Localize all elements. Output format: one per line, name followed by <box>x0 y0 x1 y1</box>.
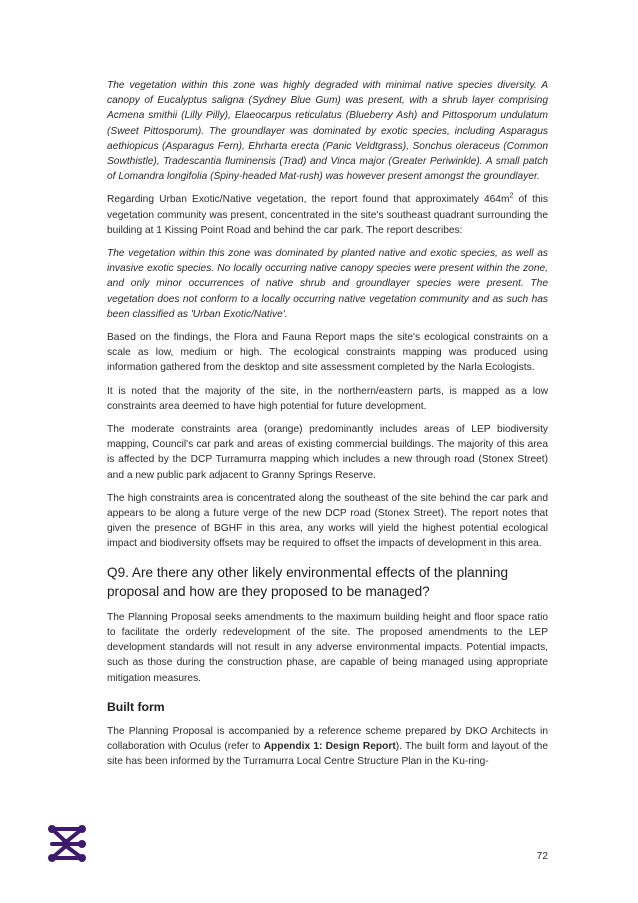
heading-q9: Q9. Are there any other likely environmental effects of the planning proposal and how are they proposed to be managed? <box>107 564 509 599</box>
paragraph-urban-exotic <box>107 192 548 238</box>
page-body <box>107 78 548 777</box>
paragraph-high-constraints: The high constraints area is concentrated along the southeast of the site behind the car park and appears to be along a future verge of the new DCP road (Stonex Street). The report notes that given the presence of BGHF in this area, any works will yield the highest potential ecological impact and biodiversity offsets may be required to offset the impacts of development in this area. <box>107 492 548 550</box>
built-text-appendix: Appendix 1: Design Report <box>263 740 396 752</box>
paragraph-q9: The Planning Proposal seeks amendments to the maximum building height and floor space ratio to facilitate the orderly redevelopment of the site. The proposed amendments to the LEP development standards will not result in any adverse environmental impacts. Potential impacts, such as those during the construction phase, are capable of being managed using appropriate mitigation measures. <box>107 611 548 684</box>
urban-text-post: of this vegetation community was present, concentrated in the site's southeast quadrant surrounding the building at 1 Kissing Point Road and behind the car park. The report describes: <box>107 194 549 236</box>
built-text-pre: The Planning Proposal is accompanied by a reference scheme prepared by DKO Architects in collaboration with Oculus (refer to <box>107 725 548 752</box>
paragraph-moderate-constraints: The moderate constraints area (orange) predominantly includes areas of LEP biodiversity mapping, Council's car park and areas of existing commercial buildings. The majority of this area is affected by the DCP Turramurra mapping which includes a new through road (Stonex Street) and a new public park adjacent to Granny Springs Reserve. <box>107 424 548 481</box>
urban-text-sup: 2 <box>509 193 514 201</box>
page-number: 72 <box>536 851 548 862</box>
urban-text-pre: Regarding Urban Exotic/Native vegetation, the report found that approximately 464m <box>107 194 510 206</box>
paragraph-built-form <box>107 724 548 770</box>
built-text-post: ). The built form and layout of the site has been informed by the Turramurra Local Centre Structure Plan in the Ku-ring- <box>107 740 548 768</box>
paragraph-findings: Based on the findings, the Flora and Fauna Report maps the site's ecological constraints on a scale as low, medium or high. The ecological constraints mapping was produced using information gathered from the desktop and site assessment completed by the Narla Ecologists. <box>107 332 548 374</box>
quote-urban-exotic-native: The vegetation within this zone was dominated by planted native and exotic species, as well as invasive exotic species. No locally occurring native canopy species were present within the zone, and only minor occurrences of native shrub and groundlayer species were present. The vegetation does not conform to a locally occurring native vegetation community and as such has been classified as 'Urban Exotic/Native'. <box>107 248 548 320</box>
quote-degraded-vegetation: The vegetation within this zone was highly degraded with minimal native species diversity. A canopy of Eucalyptus saligna (Sydney Blue Gum) was present, with a shrub layer comprising Acmena smithii (Lilly Pilly), Elaeocarpus reticulatus (Blueberry Ash) and Pittosporum undulatum (Sweet Pittosporum). The groundlayer was dominated by exotic species, including Asparagus aethiopicus (Asparagus Fern), Ehrharta erecta (Panic Veldtgrass), Sonchus oleraceus (Common Sowthistle), Tradescantia fluminensis (Trad) and Vinca major (Greater Periwinkle). A small patch of Lomandra longifolia (Spiny-headed Mat-rush) was however present amongst the groundlayer. <box>107 80 548 183</box>
paragraph-low-constraints: It is noted that the majority of the site, in the northern/eastern parts, is mapped as a low constraints area deemed to have high potential for future development. <box>107 385 548 412</box>
heading-built-form: Built form <box>107 699 165 714</box>
purple-dots-logo-icon <box>46 824 90 864</box>
